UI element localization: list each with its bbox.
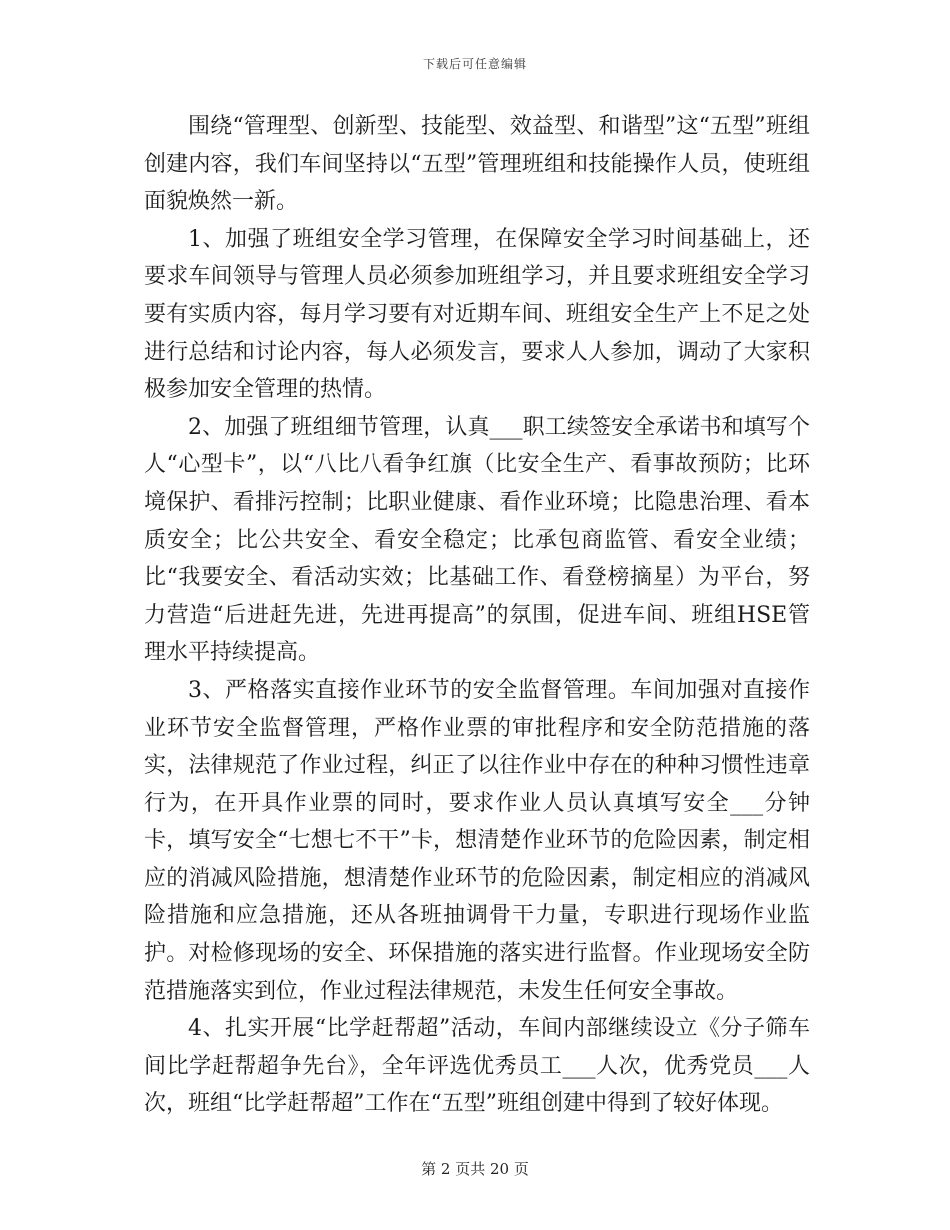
paragraph-item-4: 4、扎实开展“比学赶帮超”活动，车间内部继续设立《分子筛车间比学赶帮超争先台》，全年评选优秀员工___人次，优秀党员___人次，班组“比学赶帮超”工作在“五型”班组创建中得到了较好体现。 — [144, 1016, 810, 1117]
paragraph-intro: 围绕“管理型、创新型、技能型、效益型、和谐型”这“五型”班组创建内容，我们车间坚持以“五型”管理班组和技能操作人员，使班组面貌焕然一新。 — [144, 114, 810, 215]
page-header-note: 下载后可任意编辑 — [422, 57, 527, 71]
paragraph-item-2: 2、加强了班组细节管理，认真___职工续签安全承诺书和填写个人“心型卡”，以“八比八看争红旗（比安全生产、看事故预防；比环境保护、看排污控制；比职业健康、看作业环境；比隐患治理、看本质安全；比公共安全、看安全稳定；比承包商监管、看安全业绩；比“我要安全、看活动实效；比基础工作、看登榜摘星）为平台，努力营造“后进赶先进，先进再提高”的氛围，促进车间、班组HSE管理水平持续提高。 — [144, 414, 811, 666]
page-number-footer: 第 2 页共 20 页 — [421, 1160, 529, 1178]
paragraph-item-1: 1、加强了班组安全学习管理，在保障安全学习时间基础上，还要求车间领导与管理人员必须参加班组学习，并且要求班组安全学习要有实质内容，每月学习要有对近期车间、班组安全生产上不足之处进行总结和讨论内容，每人必须发言，要求人人参加，调动了大家积极参加安全管理的热情。 — [144, 226, 810, 403]
document-body — [144, 108, 810, 1123]
paragraph-item-3: 3、严格落实直接作业环节的安全监督管理。车间加强对直接作业环节安全监督管理，严格作业票的审批程序和安全防范措施的落实，法律规范了作业过程，纠正了以往作业中存在的种种习惯性违章行为，在开具作业票的同时，要求作业人员认真填写安全___分钟卡，填写安全“七想七不干”卡，想清楚作业环节的危险因素，制定相应的消减风险措施，想清楚作业环节的危险因素，制定相应的消减风险措施和应急措施，还从各班抽调骨干力量，专职进行现场作业监护。对检修现场的安全、环保措施的落实进行监督。作业现场安全防范措施落实到位，作业过程法律规范，未发生任何安全事故。 — [144, 677, 810, 1004]
